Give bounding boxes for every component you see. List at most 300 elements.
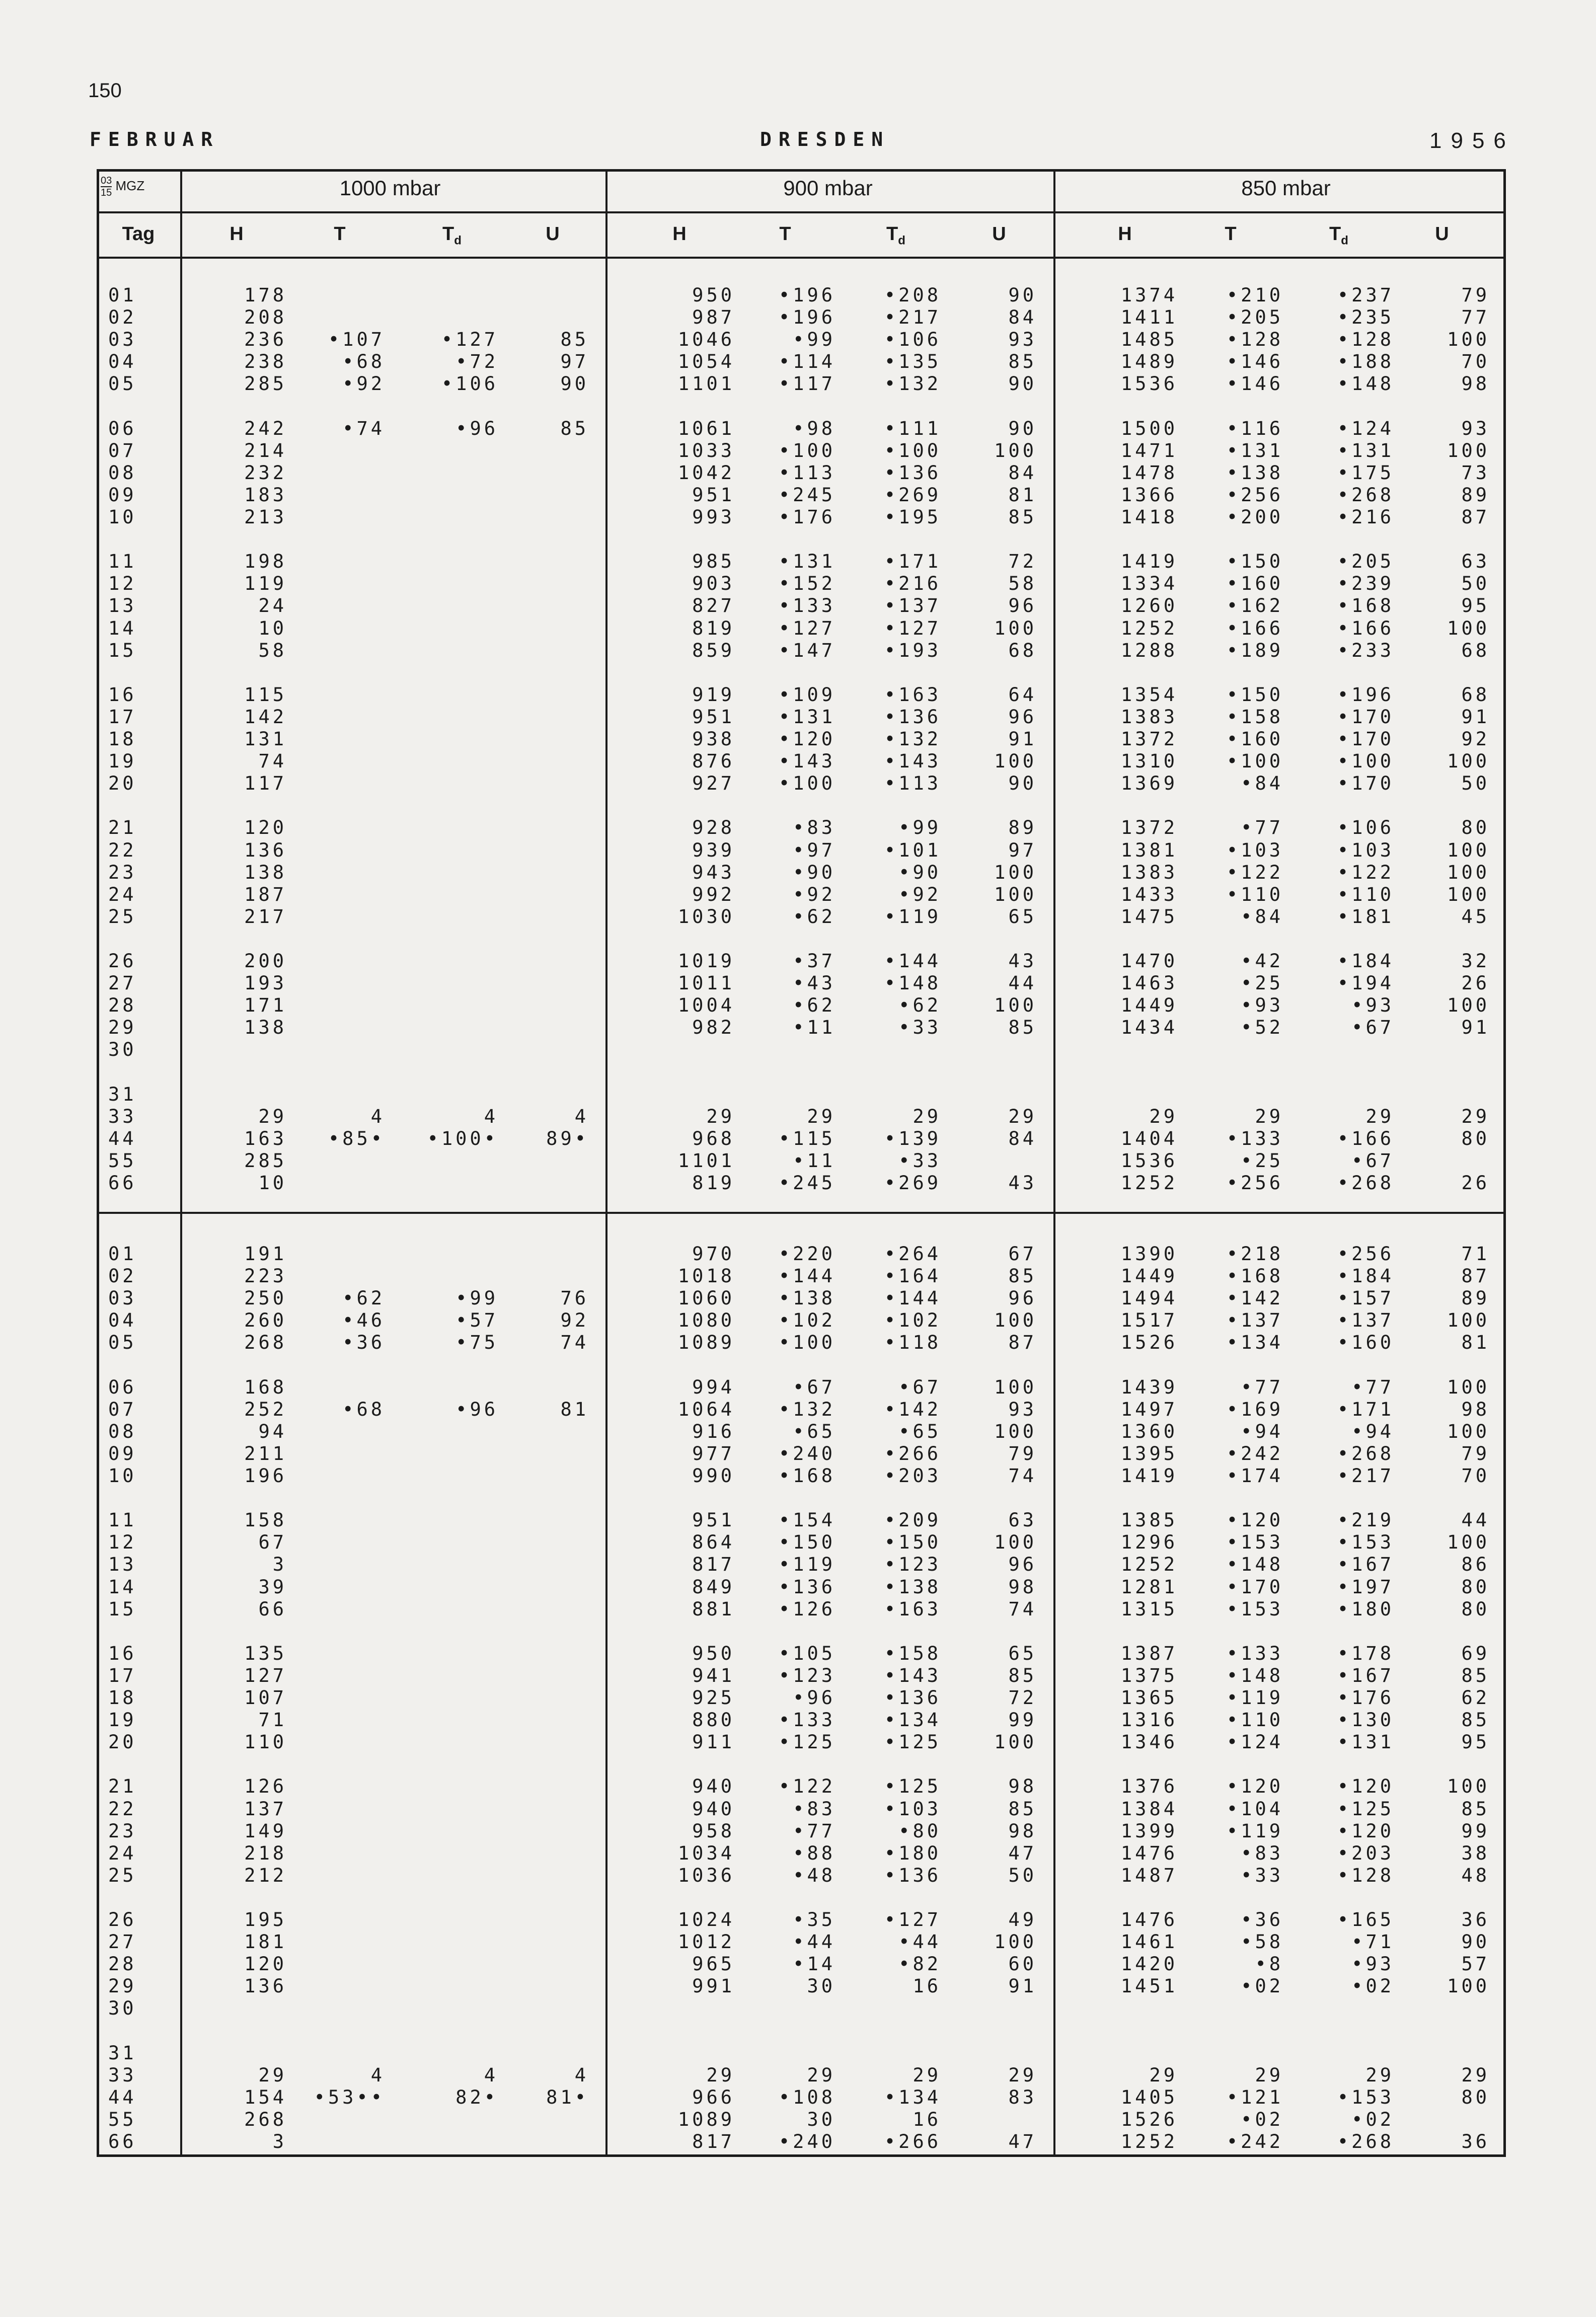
cell-h-900: 1089 xyxy=(677,1332,735,1354)
cell-h-850: 1354 xyxy=(1120,683,1178,706)
cell-h-850: 1260 xyxy=(1120,595,1178,617)
cell-td-850: •175 xyxy=(1337,461,1394,484)
cell-u-850: 77 xyxy=(1461,306,1490,329)
col-header-tag: Tag xyxy=(122,223,155,245)
cell-t-900: •143 xyxy=(778,750,835,773)
cell-h-900: 876 xyxy=(692,750,735,773)
cell-td-900: •134 xyxy=(884,1709,941,1731)
cell-tag: 31 xyxy=(108,1083,137,1105)
cell-td-900: •92 xyxy=(898,883,941,905)
cell-h-900: 1101 xyxy=(677,1149,735,1172)
cell-h-900: 951 xyxy=(692,1509,735,1531)
cell-h-850: 1346 xyxy=(1120,1731,1178,1753)
cell-tag: 02 xyxy=(108,1265,137,1287)
cell-h-1000: 285 xyxy=(244,1149,287,1172)
cell-h-1000: 232 xyxy=(244,461,287,484)
cell-u-1000: 81• xyxy=(546,2086,589,2108)
cell-td-850: •125 xyxy=(1337,1798,1394,1820)
cell-td-900: •139 xyxy=(884,1127,941,1149)
cell-td-900: •132 xyxy=(884,728,941,750)
cell-h-850: 1418 xyxy=(1120,506,1178,528)
cell-td-900: •62 xyxy=(898,994,941,1017)
cell-h-850: 1381 xyxy=(1120,839,1178,861)
cell-t-850: •100 xyxy=(1226,750,1283,773)
cell-td-900: •144 xyxy=(884,950,941,972)
cell-h-1000: 171 xyxy=(244,994,287,1017)
cell-h-850: 29 xyxy=(1149,1105,1178,1127)
level-850-header: 850 mbar xyxy=(1241,176,1331,200)
cell-h-850: 1252 xyxy=(1120,1554,1178,1576)
cell-h-850: 1395 xyxy=(1120,1442,1178,1464)
cell-td-900: •193 xyxy=(884,639,941,661)
cell-tag: 17 xyxy=(108,706,137,728)
cell-h-850: 1375 xyxy=(1120,1664,1178,1686)
cell-td-850: •131 xyxy=(1337,1731,1394,1753)
cell-tag: 13 xyxy=(108,1554,137,1576)
cell-tag: 21 xyxy=(108,1775,137,1798)
cell-t-900: 30 xyxy=(807,1975,835,1997)
cell-u-900: 100 xyxy=(994,1376,1037,1398)
cell-u-900: 79 xyxy=(1008,1442,1037,1464)
cell-tag: 44 xyxy=(108,2086,137,2108)
cell-td-850: •167 xyxy=(1337,1664,1394,1686)
cell-h-850: 1281 xyxy=(1120,1576,1178,1598)
cell-h-900: 849 xyxy=(692,1576,735,1598)
cell-u-850: 70 xyxy=(1461,351,1490,373)
cell-t-900: •11 xyxy=(793,1149,835,1172)
cell-t-900: •125 xyxy=(778,1731,835,1753)
level-1000-header: 1000 mbar xyxy=(339,176,441,200)
cell-u-900: 67 xyxy=(1008,1243,1037,1265)
cell-h-1000: 213 xyxy=(244,506,287,528)
cell-t-850: •174 xyxy=(1226,1465,1283,1487)
cell-h-1000: 168 xyxy=(244,1376,287,1398)
cell-u-850: 70 xyxy=(1461,1465,1490,1487)
cell-u-900: 43 xyxy=(1008,950,1037,972)
cell-t-900: •14 xyxy=(793,1953,835,1975)
cell-h-900: 819 xyxy=(692,617,735,639)
cell-tag: 08 xyxy=(108,461,137,484)
cell-t-850: •110 xyxy=(1226,1709,1283,1731)
cell-h-850: 1419 xyxy=(1120,551,1178,573)
cell-td-900: •144 xyxy=(884,1287,941,1309)
cell-td-850: •217 xyxy=(1337,1465,1394,1487)
cell-u-900: 96 xyxy=(1008,706,1037,728)
cell-u-900: 85 xyxy=(1008,351,1037,373)
cell-h-900: 950 xyxy=(692,284,735,306)
corner-top: 03 xyxy=(101,175,112,186)
cell-td-850: •165 xyxy=(1337,1909,1394,1930)
cell-tag: 33 xyxy=(108,2064,137,2086)
cell-u-850: 63 xyxy=(1461,551,1490,573)
cell-t-900: •120 xyxy=(778,728,835,750)
cell-u-1000: 76 xyxy=(560,1287,589,1309)
cell-t-900: •127 xyxy=(778,617,835,639)
cell-t-850: •162 xyxy=(1226,595,1283,617)
cell-td-850: •120 xyxy=(1337,1775,1394,1798)
cell-td-850: •122 xyxy=(1337,861,1394,883)
cell-td-900: •80 xyxy=(898,1820,941,1842)
cell-t-900: •102 xyxy=(778,1309,835,1332)
cell-t-900: •123 xyxy=(778,1664,835,1686)
cell-u-850: 68 xyxy=(1461,639,1490,661)
cell-u-900: 100 xyxy=(994,861,1037,883)
cell-tag: 05 xyxy=(108,373,137,395)
cell-tag: 06 xyxy=(108,417,137,439)
cell-t-900: •245 xyxy=(778,1172,835,1194)
cell-h-850: 1449 xyxy=(1120,994,1178,1017)
level-header-rule xyxy=(97,211,1506,213)
cell-t-900: •90 xyxy=(793,861,835,883)
cell-td-850: •197 xyxy=(1337,1576,1394,1598)
cell-tag: 11 xyxy=(108,1509,137,1531)
cell-td-900: •136 xyxy=(884,461,941,484)
cell-h-1000: 29 xyxy=(258,1105,287,1127)
cell-td-850: •128 xyxy=(1337,1864,1394,1886)
cell-h-1000: 211 xyxy=(244,1442,287,1464)
cell-td-850: •148 xyxy=(1337,373,1394,395)
cell-u-900: 100 xyxy=(994,883,1037,905)
cell-td-900: •137 xyxy=(884,595,941,617)
cell-h-900: 966 xyxy=(692,2086,735,2108)
cell-td-850: •67 xyxy=(1351,1149,1394,1172)
cell-td-850: •77 xyxy=(1351,1376,1394,1398)
cell-td-850: •216 xyxy=(1337,506,1394,528)
cell-tag: 66 xyxy=(108,1172,137,1194)
cell-u-850: 99 xyxy=(1461,1820,1490,1842)
cell-h-850: 1405 xyxy=(1120,2086,1178,2108)
cell-t-850: •33 xyxy=(1241,1864,1283,1886)
cell-t-900: •35 xyxy=(793,1909,835,1930)
cell-t-850: •133 xyxy=(1226,1642,1283,1664)
cell-t-900: •117 xyxy=(778,373,835,395)
cell-t-850: •148 xyxy=(1226,1554,1283,1576)
cell-t-900: •67 xyxy=(793,1376,835,1398)
cell-t-850: •110 xyxy=(1226,883,1283,905)
cell-t-900: •37 xyxy=(793,950,835,972)
cell-u-850: 80 xyxy=(1461,2086,1490,2108)
cell-h-1000: 110 xyxy=(244,1731,287,1753)
cell-td-850: •153 xyxy=(1337,1531,1394,1554)
cell-u-850: 100 xyxy=(1447,1531,1490,1554)
cell-td-900: 29 xyxy=(913,2064,941,2086)
col-header-u-900: U xyxy=(992,223,1006,245)
cell-u-900: 29 xyxy=(1008,2064,1037,2086)
cell-h-1000: 212 xyxy=(244,1864,287,1886)
cell-u-850: 71 xyxy=(1461,1243,1490,1265)
cell-t-900: •220 xyxy=(778,1243,835,1265)
cell-t-1000: 4 xyxy=(370,2064,385,2086)
cell-u-850: 38 xyxy=(1461,1842,1490,1864)
cell-t-850: •160 xyxy=(1226,728,1283,750)
cell-t-850: •52 xyxy=(1241,1017,1283,1039)
cell-t-850: •120 xyxy=(1226,1775,1283,1798)
cell-t-850: •166 xyxy=(1226,617,1283,639)
cell-tag: 01 xyxy=(108,1243,137,1265)
cell-td-900: •216 xyxy=(884,573,941,595)
cell-t-900: •77 xyxy=(793,1820,835,1842)
cell-tag: 18 xyxy=(108,728,137,750)
cell-td-900: •209 xyxy=(884,1509,941,1531)
cell-td-900: •67 xyxy=(898,1376,941,1398)
cell-h-1000: 24 xyxy=(258,595,287,617)
cell-u-1000: 81 xyxy=(560,1398,589,1420)
cell-td-850: •205 xyxy=(1337,551,1394,573)
cell-t-900: •83 xyxy=(793,817,835,839)
cell-u-900: 99 xyxy=(1008,1709,1037,1731)
cell-t-900: •92 xyxy=(793,883,835,905)
cell-tag: 04 xyxy=(108,1309,137,1332)
cell-u-900: 50 xyxy=(1008,1864,1037,1886)
cell-u-850: 26 xyxy=(1461,972,1490,994)
cell-u-1000: 85 xyxy=(560,417,589,439)
cell-t-850: •189 xyxy=(1226,639,1283,661)
cell-td-900: •150 xyxy=(884,1531,941,1554)
cell-h-1000: 198 xyxy=(244,551,287,573)
cell-t-850: •122 xyxy=(1226,861,1283,883)
cell-td-900: •100 xyxy=(884,439,941,461)
cell-u-850: 100 xyxy=(1447,750,1490,773)
cell-td-900: •180 xyxy=(884,1842,941,1864)
cell-u-850: 86 xyxy=(1461,1554,1490,1576)
cell-t-850: •25 xyxy=(1241,972,1283,994)
cell-u-900: 91 xyxy=(1008,1975,1037,1997)
divider-900 xyxy=(1053,169,1055,2157)
cell-h-900: 1061 xyxy=(677,417,735,439)
cell-h-1000: 200 xyxy=(244,950,287,972)
cell-tag: 30 xyxy=(108,1997,137,2020)
cell-h-1000: 66 xyxy=(258,1598,287,1620)
cell-td-900: •103 xyxy=(884,1798,941,1820)
cell-h-900: 1054 xyxy=(677,351,735,373)
cell-h-850: 1383 xyxy=(1120,861,1178,883)
cell-td-900: •136 xyxy=(884,1687,941,1709)
cell-u-900: 96 xyxy=(1008,595,1037,617)
cell-td-1000: 82• xyxy=(455,2086,498,2108)
cell-t-850: •153 xyxy=(1226,1598,1283,1620)
cell-h-900: 940 xyxy=(692,1775,735,1798)
cell-u-900: 90 xyxy=(1008,373,1037,395)
cell-h-900: 1060 xyxy=(677,1287,735,1309)
cell-t-900: •176 xyxy=(778,506,835,528)
cell-td-850: •171 xyxy=(1337,1398,1394,1420)
cell-t-1000: 4 xyxy=(370,1105,385,1127)
cell-tag: 66 xyxy=(108,2131,137,2152)
cell-h-900: 987 xyxy=(692,306,735,329)
cell-td-900: •195 xyxy=(884,506,941,528)
cell-u-900: 84 xyxy=(1008,1127,1037,1149)
cell-td-850: •166 xyxy=(1337,1127,1394,1149)
divider-tag xyxy=(180,169,182,2157)
cell-t-850: •128 xyxy=(1226,329,1283,351)
cell-h-900: 938 xyxy=(692,728,735,750)
cell-td-900: •136 xyxy=(884,1864,941,1886)
cell-h-1000: 127 xyxy=(244,1664,287,1686)
cell-u-900: 49 xyxy=(1008,1909,1037,1930)
cell-h-900: 859 xyxy=(692,639,735,661)
cell-td-900: •136 xyxy=(884,706,941,728)
cell-u-850: 100 xyxy=(1447,1376,1490,1398)
cell-td-850: •235 xyxy=(1337,306,1394,329)
cell-td-850: •157 xyxy=(1337,1287,1394,1309)
cell-h-850: 1526 xyxy=(1120,1332,1178,1354)
cell-t-900: •115 xyxy=(778,1127,835,1149)
cell-td-850: •181 xyxy=(1337,905,1394,928)
cell-u-850: 29 xyxy=(1461,2064,1490,2086)
cell-tag: 12 xyxy=(108,1531,137,1554)
cell-u-900: 100 xyxy=(994,1531,1037,1554)
cell-t-850: •146 xyxy=(1226,373,1283,395)
cell-u-850: 29 xyxy=(1461,1105,1490,1127)
cell-h-850: 1252 xyxy=(1120,617,1178,639)
cell-t-850: •121 xyxy=(1226,2086,1283,2108)
cell-u-1000: 89• xyxy=(546,1127,589,1149)
cell-u-850: 85 xyxy=(1461,1709,1490,1731)
cell-h-900: 985 xyxy=(692,551,735,573)
cell-t-900: •99 xyxy=(793,329,835,351)
cell-h-900: 940 xyxy=(692,1798,735,1820)
cell-t-850: •131 xyxy=(1226,439,1283,461)
cell-td-850: •184 xyxy=(1337,1265,1394,1287)
cell-u-900: 93 xyxy=(1008,1398,1037,1420)
cell-t-900: •100 xyxy=(778,439,835,461)
cell-t-850: •119 xyxy=(1226,1820,1283,1842)
col-header-t-900: T xyxy=(779,223,791,245)
col-header-u-850: U xyxy=(1435,223,1449,245)
cell-h-900: 994 xyxy=(692,1376,735,1398)
cell-u-1000: 97 xyxy=(560,351,589,373)
cell-h-900: 990 xyxy=(692,1465,735,1487)
cell-h-900: 1012 xyxy=(677,1931,735,1953)
cell-td-900: •106 xyxy=(884,329,941,351)
cell-u-900: 97 xyxy=(1008,839,1037,861)
cell-td-900: •127 xyxy=(884,617,941,639)
cell-u-850: 80 xyxy=(1461,817,1490,839)
cell-h-850: 1420 xyxy=(1120,1953,1178,1975)
cell-u-900: 85 xyxy=(1008,506,1037,528)
header-month: FEBRUAR xyxy=(90,128,220,150)
cell-t-900: •122 xyxy=(778,1775,835,1798)
cell-t-850: •133 xyxy=(1226,1127,1283,1149)
cell-h-900: 943 xyxy=(692,861,735,883)
cell-t-850: •94 xyxy=(1241,1420,1283,1442)
cell-u-900: 87 xyxy=(1008,1332,1037,1354)
cell-h-1000: 10 xyxy=(258,1172,287,1194)
cell-t-1000: •68 xyxy=(342,351,385,373)
cell-tag: 02 xyxy=(108,306,137,329)
cell-t-850: •170 xyxy=(1226,1576,1283,1598)
cell-t-850: •8 xyxy=(1255,1953,1283,1975)
cell-u-850: 95 xyxy=(1461,595,1490,617)
cell-tag: 05 xyxy=(108,1332,137,1354)
cell-u-850: 50 xyxy=(1461,773,1490,795)
cell-u-900: 84 xyxy=(1008,461,1037,484)
cell-t-900: •11 xyxy=(793,1017,835,1039)
cell-u-900: 72 xyxy=(1008,1687,1037,1709)
cell-h-900: 29 xyxy=(706,1105,735,1127)
cell-td-900: •217 xyxy=(884,306,941,329)
cell-h-1000: 136 xyxy=(244,1975,287,1997)
cell-h-900: 1018 xyxy=(677,1265,735,1287)
cell-tag: 09 xyxy=(108,484,137,506)
cell-u-850: 100 xyxy=(1447,329,1490,351)
cell-u-850: 26 xyxy=(1461,1172,1490,1194)
cell-t-850: •256 xyxy=(1226,484,1283,506)
cell-u-850: 80 xyxy=(1461,1576,1490,1598)
cell-t-850: •25 xyxy=(1241,1149,1283,1172)
cell-t-850: 29 xyxy=(1255,2064,1283,2086)
cell-tag: 25 xyxy=(108,1864,137,1886)
cell-t-1000: •36 xyxy=(342,1332,385,1354)
cell-h-900: 925 xyxy=(692,1687,735,1709)
cell-t-900: •62 xyxy=(793,994,835,1017)
cell-h-900: 1042 xyxy=(677,461,735,484)
cell-td-1000: •75 xyxy=(455,1332,498,1354)
cell-tag: 10 xyxy=(108,1465,137,1487)
cell-td-850: •170 xyxy=(1337,728,1394,750)
col-header-td-1000: $T_d$ xyxy=(442,223,462,248)
cell-td-900: •111 xyxy=(884,417,941,439)
cell-h-900: 881 xyxy=(692,1598,735,1620)
cell-td-900: •113 xyxy=(884,773,941,795)
cell-u-850: 57 xyxy=(1461,1953,1490,1975)
cell-h-1000: 178 xyxy=(244,284,287,306)
cell-h-1000: 191 xyxy=(244,1243,287,1265)
cell-tag: 22 xyxy=(108,1798,137,1820)
cell-h-1000: 137 xyxy=(244,1798,287,1820)
cell-t-900: •88 xyxy=(793,1842,835,1864)
cell-t-850: •42 xyxy=(1241,950,1283,972)
cell-h-850: 1536 xyxy=(1120,1149,1178,1172)
cell-h-900: 991 xyxy=(692,1975,735,1997)
cell-h-900: 1089 xyxy=(677,2108,735,2130)
cell-h-900: 928 xyxy=(692,817,735,839)
cell-t-900: •114 xyxy=(778,351,835,373)
cell-u-850: 45 xyxy=(1461,905,1490,928)
cell-td-1000: •127 xyxy=(441,329,498,351)
col-header-td-900: $T_d$ xyxy=(886,223,905,248)
cell-u-1000: 4 xyxy=(574,2064,589,2086)
cell-u-850: 100 xyxy=(1447,839,1490,861)
cell-u-850: 92 xyxy=(1461,728,1490,750)
cell-h-1000: 39 xyxy=(258,1576,287,1598)
cell-tag: 15 xyxy=(108,639,137,661)
section-divider xyxy=(97,1212,1506,1214)
cell-td-900: •266 xyxy=(884,1442,941,1464)
cell-u-900: 93 xyxy=(1008,329,1037,351)
cell-u-900: 100 xyxy=(994,994,1037,1017)
cell-td-850: •103 xyxy=(1337,839,1394,861)
cell-tag: 04 xyxy=(108,351,137,373)
cell-td-900: •99 xyxy=(898,817,941,839)
cell-h-850: 1526 xyxy=(1120,2108,1178,2130)
cell-u-900: 63 xyxy=(1008,1509,1037,1531)
cell-u-900: 47 xyxy=(1008,2131,1037,2152)
cell-t-850: •02 xyxy=(1241,1975,1283,1997)
cell-u-900: 98 xyxy=(1008,1576,1037,1598)
cell-td-850: •94 xyxy=(1351,1420,1394,1442)
cell-h-1000: 181 xyxy=(244,1931,287,1953)
cell-tag: 16 xyxy=(108,1642,137,1664)
cell-u-900: 65 xyxy=(1008,1642,1037,1664)
cell-u-900: 90 xyxy=(1008,773,1037,795)
cell-h-850: 1463 xyxy=(1120,972,1178,994)
cell-u-850: 68 xyxy=(1461,683,1490,706)
header-year: 1956 xyxy=(1429,128,1515,153)
cell-tag: 24 xyxy=(108,883,137,905)
cell-u-850: 48 xyxy=(1461,1864,1490,1886)
cell-t-900: •65 xyxy=(793,1420,835,1442)
